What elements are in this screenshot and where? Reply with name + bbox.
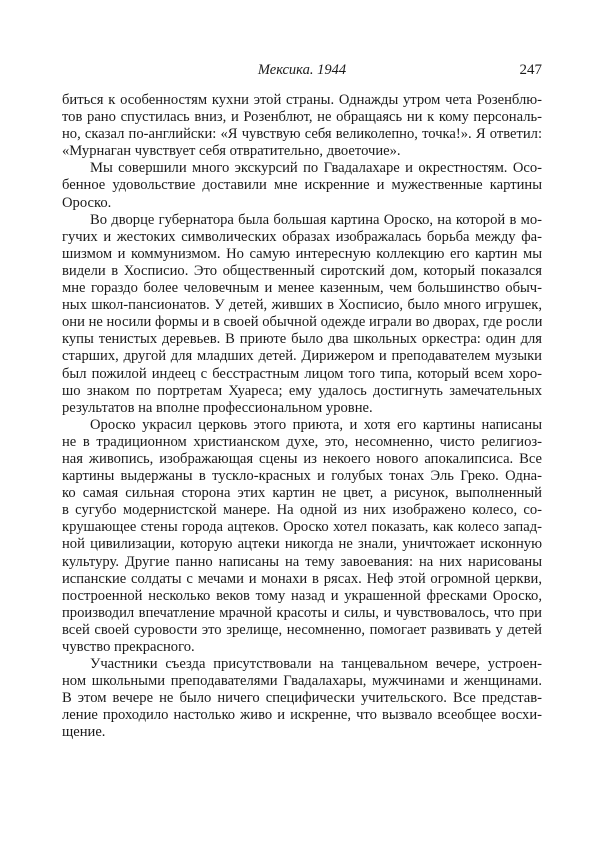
- text-line: крушающее стены города ацтеков. Ороско хотел показать, как колесо запад-: [62, 519, 542, 536]
- paragraph: [62, 160, 542, 211]
- paragraph: [62, 92, 542, 160]
- text-line: тов рано спустилась вниз, и Розенблют, не обращаясь ни к кому персональ-: [62, 109, 542, 126]
- text-line: они не носили формы и в своей обычной одежде играли во дворах, где росли: [62, 314, 542, 331]
- text-line: Мы совершили много экскурсий по Гвадалахаре и окрестностям. Осо-: [90, 160, 542, 177]
- text-line: культуру. Другие панно написаны на тему завоевания: на них нарисованы: [62, 553, 542, 570]
- text-line: купы тенистых деревьев. В приюте было два школьных оркестра: один для: [62, 331, 542, 348]
- page-body: [62, 92, 542, 742]
- text-line: построенной несколько веков тому назад и украшенной фресками Ороско,: [62, 587, 542, 604]
- text-line: В этом вечере не было ничего специфически учительского. Все представ-: [62, 690, 542, 707]
- page-header: [62, 62, 542, 80]
- text-line: не в традиционном христианском духе, это, несомненно, чисто религиоз-: [62, 433, 542, 450]
- text-line: производил впечатление мрачной красоты и силы, и чувствовалось, что при: [62, 604, 542, 621]
- text-line: Во дворце губернатора была большая картина Ороско, на которой в мо-: [90, 211, 542, 228]
- text-line: ко самая сильная сторона этих картин не цвет, а рисунок, выполненный: [62, 485, 542, 502]
- text-line: ных школ-пансионатов. У детей, живших в Хосписио, было много игрушек,: [62, 297, 542, 314]
- text-line: Ороско украсил церковь этого приюта, и хотя его картины написаны: [90, 416, 542, 433]
- paragraph: [62, 417, 542, 656]
- text-line: шизмом и коммунизмом. Но самую интересную коллекцию его картин мы: [62, 245, 542, 262]
- text-line: в сугубо модернистской манере. На одной из них изображено колесо, со-: [62, 502, 542, 519]
- text-line: картины выдержаны в тускло-красных и голубых тонах Эль Греко. Одна-: [62, 468, 542, 485]
- text-line: всей своей суровости это зрелище, несомненно, помогает развивать у детей: [62, 621, 542, 638]
- paragraph: [62, 656, 542, 741]
- text-line: но, сказал по-английски: «Я чувствую себя великолепно, точка!». Я ответил:: [62, 126, 542, 143]
- text-line: гучих и жестоких символических образах изображалась борьба между фа-: [62, 228, 542, 245]
- text-line: Участники съезда присутствовали на танцевальном вечере, устроен-: [90, 656, 542, 673]
- running-title: Мексика. 1944: [257, 62, 347, 78]
- text-line: ном школьными преподавателями Гвадалахары, мужчинами и женщинами.: [62, 673, 542, 690]
- text-line: был пожилой индеец с бесстрастным лицом того типа, который всем хоро-: [62, 365, 542, 382]
- text-line: мне гораздо более человечным и менее казенным, чем большинство обыч-: [62, 280, 542, 297]
- text-line: шо знаком по портретам Хуареса; ему удалось достигнуть замечательных: [62, 382, 542, 399]
- text-line: ной цивилизации, которую ацтеки никогда не знали, уничтожает исконную: [62, 536, 542, 553]
- text-line: Ороско.: [62, 194, 112, 211]
- text-line: чувство прекрасного.: [62, 639, 195, 655]
- text-line: ление проходило настолько живо и искренне, что вызвало всеобщее восхи-: [62, 707, 542, 724]
- text-line: ная живопись, изображающая сцены из некоего нового апокалипсиса. Все: [62, 450, 542, 467]
- text-line: испанские солдаты с мечами и монахи в рясах. Неф этой огромной церкви,: [62, 570, 542, 587]
- text-line: видели в Хосписио. Это общественный сиротский дом, который показался: [62, 262, 542, 279]
- paragraph: [62, 212, 542, 417]
- text-line: бенное удовольствие доставили мне искренние и мужественные картины: [62, 177, 542, 194]
- text-line: «Мурнаган чувствует себя отвратительно, двоеточие».: [62, 143, 401, 160]
- text-line: щение.: [62, 724, 106, 741]
- text-line: результатов на вполне профессиональном уровне.: [62, 399, 373, 416]
- text-line: старших, другой для младших детей. Дирижером и преподавателем музыки: [62, 348, 542, 365]
- page-number: 247: [519, 62, 542, 78]
- text-line: биться к особенностям кухни этой страны. Однажды утром чета Розенблю-: [62, 92, 542, 108]
